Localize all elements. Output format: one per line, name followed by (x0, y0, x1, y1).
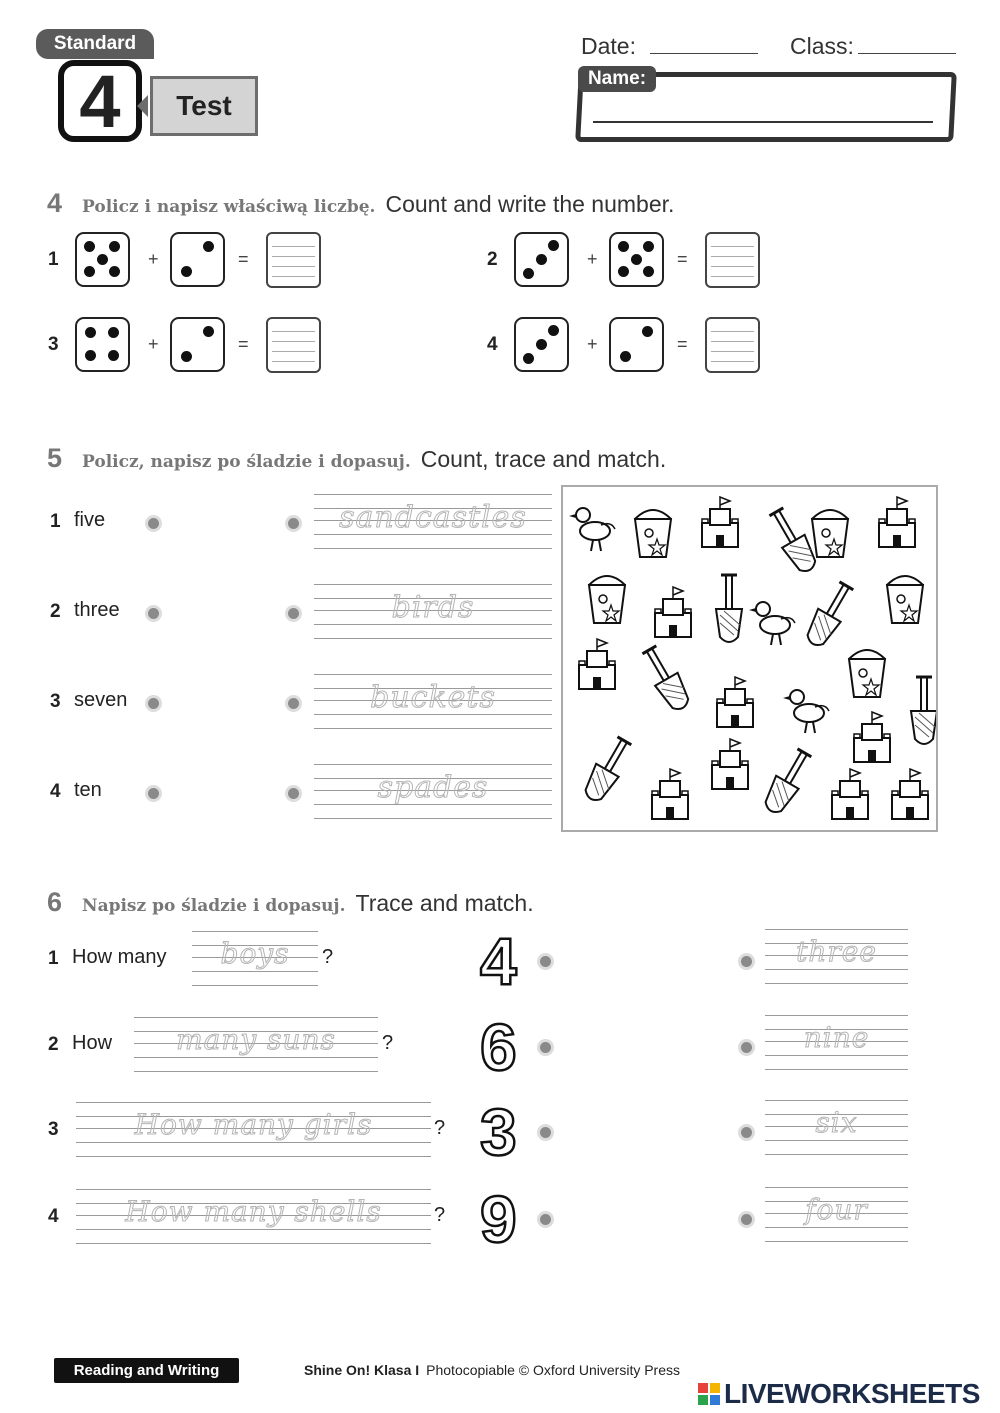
match-dot-right[interactable] (288, 698, 299, 709)
die-pip (618, 241, 629, 252)
equals-sign: = (677, 249, 688, 269)
outline-digit: 3 (480, 1095, 517, 1169)
writing-guide-line (272, 266, 315, 267)
trace-word: nine (803, 1021, 870, 1054)
trace-block[interactable] (314, 584, 552, 638)
die-pip (643, 241, 654, 252)
trace-block[interactable] (134, 1017, 378, 1071)
question-number: 3 (48, 1119, 59, 1140)
writing-guide-line (711, 266, 754, 267)
beach-picture (561, 485, 938, 832)
footer-credits (304, 1362, 680, 1378)
die-pip (181, 351, 192, 362)
bucket-icon (589, 576, 625, 623)
number-word: ten (74, 779, 102, 801)
sandcastle-icon (655, 587, 691, 637)
bird-icon (749, 602, 795, 645)
trace-word: three (796, 935, 877, 968)
sandcastle-icon (712, 739, 748, 789)
writing-guide-line (711, 276, 754, 277)
liveworksheets-brand[interactable] (698, 1378, 980, 1410)
sandcastle-icon (652, 769, 688, 819)
sandcastle-icon (892, 769, 928, 819)
question-mark: ? (382, 1032, 394, 1054)
instruction-english: Count, trace and match. (420, 446, 667, 472)
outline-digit: 6 (480, 1010, 517, 1084)
sandcastle-icon (832, 769, 868, 819)
question-number: 4 (48, 1206, 59, 1227)
question-number: 2 (50, 601, 61, 622)
trace-guide-line (76, 1102, 431, 1103)
trace-guide-line (765, 1069, 908, 1070)
answer-trace-block[interactable] (765, 1100, 908, 1154)
section-number: 6 (47, 887, 63, 917)
number-word: three (74, 599, 120, 621)
section-5-heading (47, 443, 666, 474)
die-pip (523, 268, 534, 279)
question-mark: ? (434, 1204, 446, 1226)
writing-guide-line (272, 351, 315, 352)
trace-block[interactable] (76, 1102, 431, 1156)
writing-guide-line (272, 331, 315, 332)
die-pip (523, 353, 534, 364)
name-field[interactable] (593, 121, 933, 123)
question-mark: ? (322, 946, 334, 968)
spade-icon (580, 734, 636, 805)
question-mark: ? (434, 1117, 446, 1139)
question-number: 1 (48, 948, 59, 969)
trace-guide-line (76, 1229, 431, 1230)
question-number: 1 (50, 511, 61, 532)
answer-box[interactable] (266, 317, 321, 373)
match-dot-right[interactable] (741, 1127, 752, 1138)
question-number: 2 (487, 249, 498, 270)
match-dot-right[interactable] (288, 518, 299, 529)
question-number: 2 (48, 1034, 59, 1055)
sandcastle-icon (579, 639, 615, 689)
trace-guide-line (192, 931, 318, 932)
trace-word: sandcastles (339, 500, 527, 535)
answer-trace-block[interactable] (765, 1015, 908, 1069)
answer-trace-block[interactable] (765, 929, 908, 983)
question-number: 1 (48, 249, 59, 270)
trace-word: four (805, 1193, 868, 1226)
standard-label: Standard (53, 33, 137, 54)
writing-guide-line (711, 361, 754, 362)
match-dot-right[interactable] (741, 1042, 752, 1053)
trace-word: How many girls (134, 1108, 373, 1141)
trace-block[interactable] (314, 674, 552, 728)
die-pip (536, 254, 547, 265)
plus-sign: + (148, 334, 159, 354)
die-2 (170, 232, 225, 287)
trace-guide-line (765, 1187, 908, 1188)
instruction-english: Count and write the number. (385, 191, 675, 217)
test-label: Test (150, 76, 258, 136)
writing-guide-line (272, 341, 315, 342)
die-3 (514, 317, 569, 372)
question-number: 4 (487, 334, 498, 355)
die-pip (85, 327, 96, 338)
trace-guide-line (76, 1142, 431, 1143)
die-pip (618, 266, 629, 277)
trace-guide-line (765, 1140, 908, 1141)
answer-box[interactable] (266, 232, 321, 288)
sandcastle-icon (717, 677, 753, 727)
die-5 (75, 232, 130, 287)
writing-guide-line (272, 246, 315, 247)
writing-guide-line (711, 351, 754, 352)
outline-digit: 4 (480, 924, 517, 998)
match-dot-left[interactable] (148, 788, 159, 799)
answer-box[interactable] (705, 317, 760, 373)
writing-guide-line (711, 256, 754, 257)
answer-box[interactable] (705, 232, 760, 288)
die-pip (109, 241, 120, 252)
match-dot-left[interactable] (148, 698, 159, 709)
equals-sign: = (238, 334, 249, 354)
spade-icon (716, 575, 742, 642)
trace-guide-line (314, 548, 552, 549)
section-6-heading (47, 887, 534, 918)
die-pip (84, 266, 95, 277)
answer-trace-block[interactable] (765, 1187, 908, 1241)
die-pip (631, 254, 642, 265)
die-pip (536, 339, 547, 350)
die-pip (620, 351, 631, 362)
spade-icon (638, 643, 694, 714)
die-pip (203, 241, 214, 252)
writing-guide-line (272, 276, 315, 277)
trace-guide-line (134, 1017, 378, 1018)
bird-icon (783, 690, 829, 733)
die-4 (75, 317, 130, 372)
number-word: seven (74, 689, 128, 711)
trace-guide-line (765, 983, 908, 984)
spade-icon (765, 505, 821, 576)
instruction-english: Trace and match. (355, 890, 534, 916)
spade-icon (911, 677, 936, 744)
date-label: Date: (581, 33, 636, 59)
equals-sign: = (238, 249, 249, 269)
trace-word: spades (377, 770, 489, 805)
die-5 (609, 232, 664, 287)
trace-guide-line (76, 1156, 431, 1157)
trace-block[interactable] (314, 764, 552, 818)
class-field[interactable] (858, 52, 956, 54)
writing-guide-line (711, 341, 754, 342)
match-dot-right[interactable] (741, 956, 752, 967)
trace-guide-line (765, 1055, 908, 1056)
die-pip (84, 241, 95, 252)
die-pip (108, 327, 119, 338)
match-dot-left[interactable] (540, 1214, 551, 1225)
die-2 (609, 317, 664, 372)
equals-sign: = (677, 334, 688, 354)
die-pip (181, 266, 192, 277)
trace-guide-line (314, 638, 552, 639)
trace-guide-line (765, 1154, 908, 1155)
copyright-text: Photocopiable © Oxford University Press (426, 1362, 681, 1378)
trace-word: boys (220, 937, 290, 970)
writing-guide-line (272, 256, 315, 257)
die-pip (548, 240, 559, 251)
spade-icon (802, 579, 858, 650)
die-pip (203, 326, 214, 337)
outline-digit: 9 (480, 1182, 517, 1256)
trace-guide-line (765, 1227, 908, 1228)
match-dot-left[interactable] (148, 608, 159, 619)
class-label: Class: (790, 33, 854, 59)
trace-word: six (815, 1106, 858, 1139)
writing-guide-line (711, 246, 754, 247)
die-pip (109, 266, 120, 277)
instruction-polish: Policz i napisz właściwą liczbę. (82, 197, 376, 217)
trace-guide-line (76, 1243, 431, 1244)
sandcastle-icon (854, 712, 890, 762)
brand-name: LIVEWORKSHEETS (724, 1378, 980, 1409)
section-number: 5 (47, 443, 63, 473)
writing-guide-line (711, 331, 754, 332)
trace-guide-line (765, 1100, 908, 1101)
sandcastle-icon (879, 497, 915, 547)
die-pip (643, 266, 654, 277)
question-prefix: How many (72, 946, 167, 968)
plus-sign: + (148, 249, 159, 269)
trace-guide-line (314, 818, 552, 819)
match-dot-left[interactable] (540, 1042, 551, 1053)
match-dot-right[interactable] (288, 788, 299, 799)
trace-word: birds (391, 590, 475, 625)
match-dot-left[interactable] (148, 518, 159, 529)
trace-guide-line (314, 584, 552, 585)
footer-section-label: Reading and Writing (54, 1358, 239, 1383)
die-pip (85, 350, 96, 361)
die-2 (170, 317, 225, 372)
trace-guide-line (765, 969, 908, 970)
name-label: Name: (578, 66, 656, 92)
die-pip (108, 350, 119, 361)
die-pip (642, 326, 653, 337)
trace-guide-line (134, 1071, 378, 1072)
liveworksheets-logo-icon (698, 1383, 720, 1405)
unit-number: 4 (58, 60, 142, 142)
trace-guide-line (314, 674, 552, 675)
standard-badge (36, 29, 154, 59)
spade-icon (760, 746, 816, 817)
trace-guide-line (765, 929, 908, 930)
instruction-polish: Napisz po śladzie i dopasuj. (82, 896, 346, 916)
die-3 (514, 232, 569, 287)
trace-block[interactable] (76, 1189, 431, 1243)
question-number: 3 (50, 691, 61, 712)
trace-guide-line (314, 764, 552, 765)
trace-block[interactable] (314, 494, 552, 548)
question-prefix: How (72, 1032, 113, 1054)
date-field[interactable] (650, 52, 758, 54)
match-dot-right[interactable] (288, 608, 299, 619)
bird-icon (569, 508, 615, 551)
trace-block[interactable] (192, 931, 318, 985)
number-word: five (74, 509, 106, 531)
trace-word: many suns (176, 1023, 336, 1056)
trace-guide-line (765, 1241, 908, 1242)
bucket-icon (635, 510, 671, 557)
trace-guide-line (314, 728, 552, 729)
instruction-polish: Policz, napisz po śladzie i dopasuj. (82, 452, 411, 472)
match-dot-right[interactable] (741, 1214, 752, 1225)
trace-guide-line (134, 1057, 378, 1058)
die-pip (97, 254, 108, 265)
writing-guide-line (272, 361, 315, 362)
beach-objects-illustration (563, 487, 936, 830)
sandcastle-icon (702, 497, 738, 547)
trace-guide-line (192, 985, 318, 986)
trace-guide-line (765, 1015, 908, 1016)
bucket-icon (887, 576, 923, 623)
plus-sign: + (587, 249, 598, 269)
question-number: 4 (50, 781, 61, 802)
trace-word: How many shells (125, 1195, 382, 1228)
trace-guide-line (314, 494, 552, 495)
section-4-heading (47, 188, 674, 219)
bucket-icon (849, 650, 885, 697)
book-title: Shine On! Klasa I (304, 1362, 420, 1378)
trace-guide-line (76, 1189, 431, 1190)
match-dot-left[interactable] (540, 956, 551, 967)
match-dot-left[interactable] (540, 1127, 551, 1138)
bucket-icon (812, 510, 848, 557)
question-number: 3 (48, 334, 59, 355)
plus-sign: + (587, 334, 598, 354)
die-pip (548, 325, 559, 336)
trace-word: buckets (370, 680, 496, 715)
trace-guide-line (192, 971, 318, 972)
section-number: 4 (47, 188, 63, 218)
